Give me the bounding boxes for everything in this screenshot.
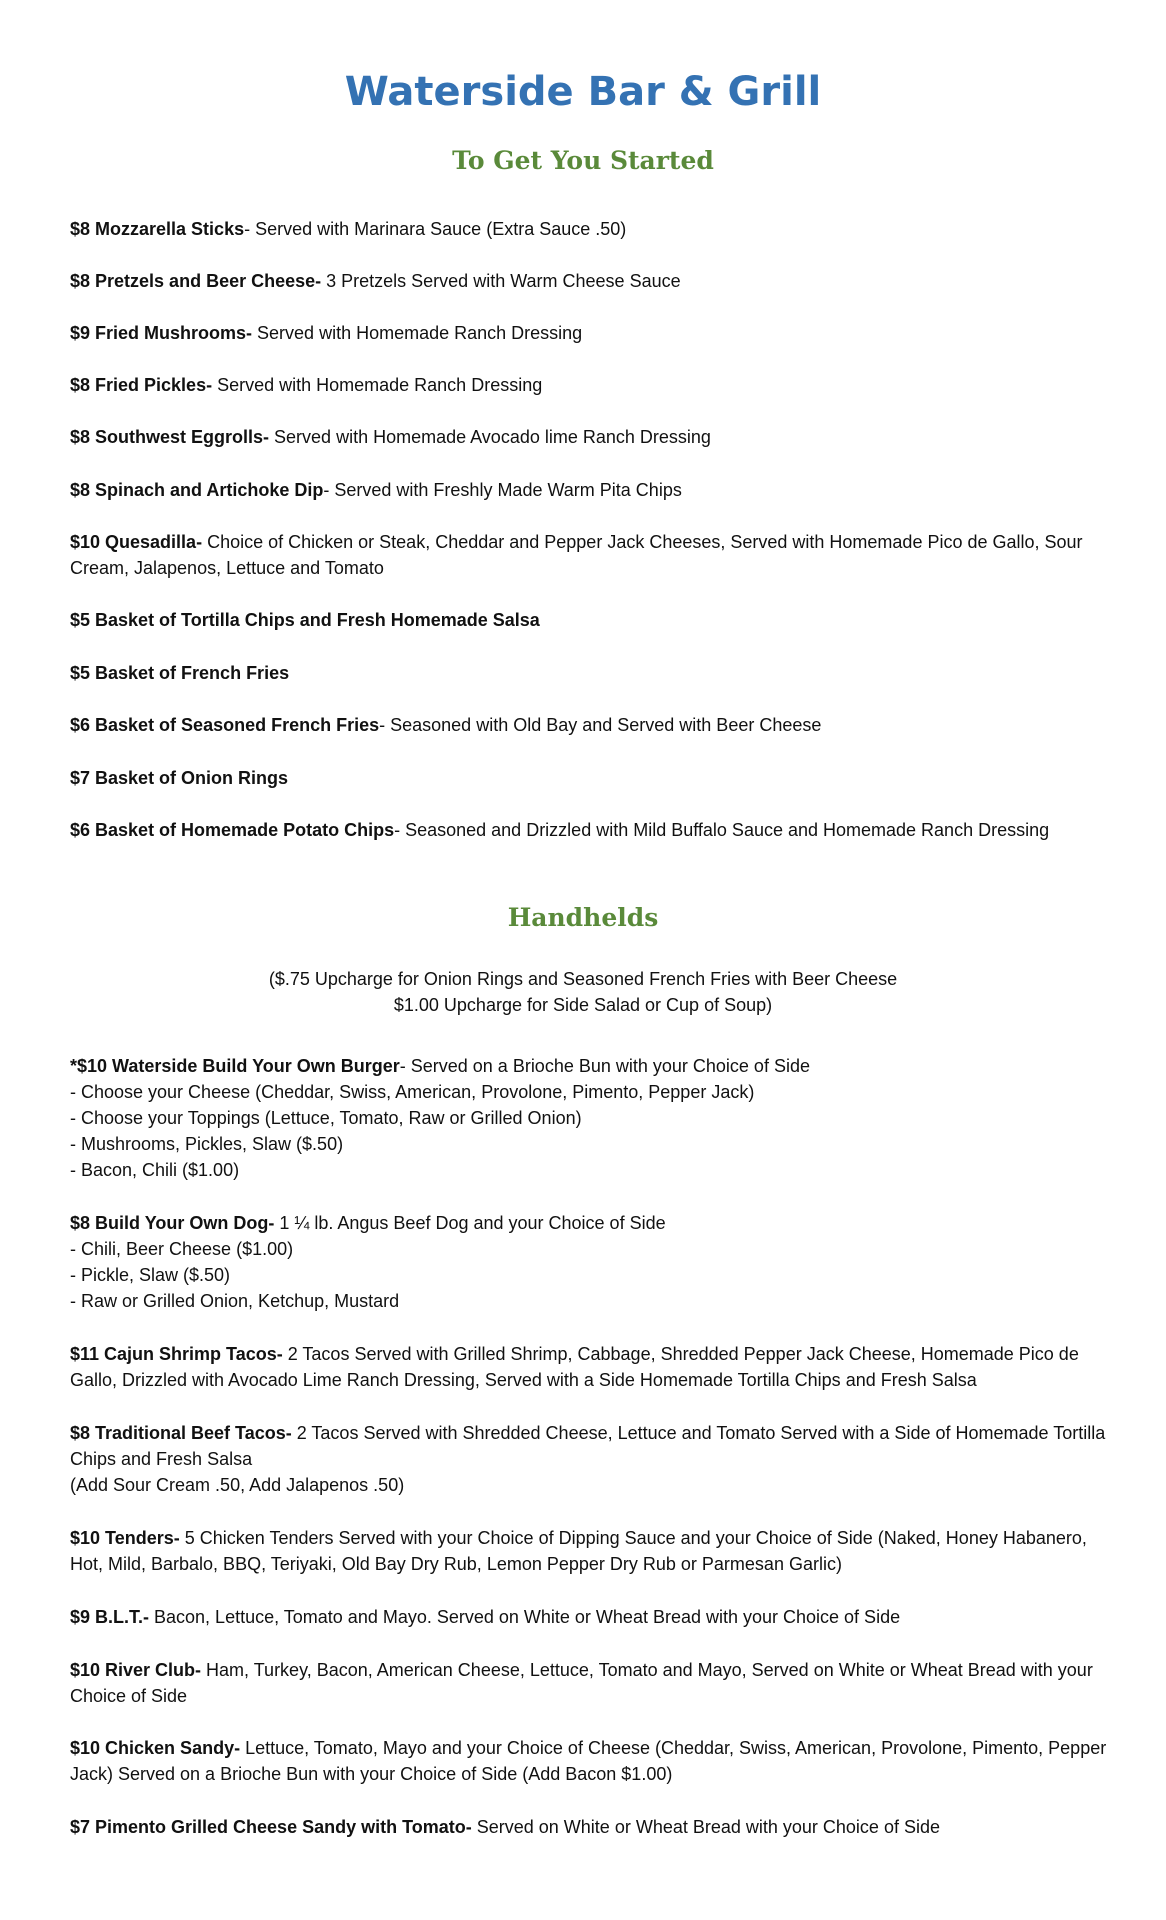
item-name: $10 Quesadilla- bbox=[70, 532, 203, 552]
item-option: - Raw or Grilled Onion, Ketchup, Mustard bbox=[70, 1291, 400, 1311]
item-name: $9 B.L.T.- bbox=[70, 1607, 150, 1627]
upcharge-note bbox=[0, 966, 1166, 1018]
item-name: $7 Pimento Grilled Cheese Sandy with Tomato- bbox=[70, 1817, 472, 1837]
menu-item bbox=[70, 660, 1110, 686]
menu-item bbox=[70, 1814, 1110, 1840]
item-option: - Bacon, Chili ($1.00) bbox=[70, 1160, 240, 1180]
item-name: *$10 Waterside Build Your Own Burger bbox=[70, 1056, 400, 1076]
menu-item bbox=[70, 607, 1110, 633]
menu-item bbox=[70, 712, 1110, 738]
item-name: $6 Basket of Homemade Potato Chips bbox=[70, 820, 395, 840]
item-description: Ham, Turkey, Bacon, American Cheese, Lettuce, Tomato and Mayo, Served on White or Wheat Bread with your Choice of Side bbox=[70, 1660, 1093, 1706]
item-option: - Mushrooms, Pickles, Slaw ($.50) bbox=[70, 1134, 344, 1154]
menu-item bbox=[70, 817, 1110, 843]
menu-item bbox=[70, 477, 1110, 503]
item-name: $9 Fried Mushrooms- bbox=[70, 323, 253, 343]
menu-item bbox=[70, 1053, 1110, 1183]
item-description: Served with Homemade Ranch Dressing bbox=[212, 375, 543, 395]
menu-item bbox=[70, 1657, 1110, 1709]
item-name: $10 Tenders- bbox=[70, 1528, 180, 1548]
item-description: 1 ¼ lb. Angus Beef Dog and your Choice of Side bbox=[274, 1213, 666, 1233]
item-description: - Served with Marinara Sauce (Extra Sauce .50) bbox=[244, 219, 627, 239]
item-name: $8 Traditional Beef Tacos- bbox=[70, 1423, 292, 1443]
item-description: - Served on a Brioche Bun with your Choice of Side bbox=[399, 1056, 810, 1076]
menu-item bbox=[70, 1604, 1110, 1630]
item-name: $10 Chicken Sandy- bbox=[70, 1738, 241, 1758]
item-description: 2 Tacos Served with Shredded Cheese, Lettuce and Tomato Served with a Side of Homemade Tortilla Chips and Fresh Salsa bbox=[70, 1423, 1106, 1469]
handhelds-heading: Handhelds bbox=[507, 903, 659, 932]
item-name: $8 Fried Pickles- bbox=[70, 375, 213, 395]
item-option: - Chili, Beer Cheese ($1.00) bbox=[70, 1239, 294, 1259]
menu-item bbox=[70, 320, 1110, 346]
menu-item bbox=[70, 1420, 1110, 1498]
menu-item bbox=[70, 372, 1110, 398]
item-description: 5 Chicken Tenders Served with your Choice of Dipping Sauce and your Choice of Side (Naked, Honey Habanero, Hot, Mild, Barbalo, BBQ, Teriyaki, Old Bay Dry Rub, Lemon Pepper Dry Rub or Parmesan Garlic) bbox=[70, 1528, 1087, 1574]
item-name: $5 Basket of French Fries bbox=[70, 663, 290, 683]
item-option: - Choose your Cheese (Cheddar, Swiss, American, Provolone, Pimento, Pepper Jack) bbox=[70, 1082, 755, 1102]
menu-item bbox=[70, 765, 1110, 791]
item-description: 3 Pretzels Served with Warm Cheese Sauce bbox=[321, 271, 681, 291]
item-name: $8 Mozzarella Sticks bbox=[70, 219, 245, 239]
menu-item bbox=[70, 529, 1110, 581]
item-name: $8 Spinach and Artichoke Dip bbox=[70, 480, 324, 500]
menu-item bbox=[70, 1525, 1110, 1577]
item-name: $5 Basket of Tortilla Chips and Fresh Homemade Salsa bbox=[70, 610, 540, 630]
item-name: $8 Southwest Eggrolls- bbox=[70, 427, 270, 447]
upcharge-line: ($.75 Upcharge for Onion Rings and Seasoned French Fries with Beer Cheese bbox=[268, 969, 898, 989]
menu-item bbox=[70, 216, 1110, 242]
item-name: $7 Basket of Onion Rings bbox=[70, 768, 289, 788]
starters-heading: To Get You Started bbox=[452, 146, 714, 175]
item-option: - Pickle, Slaw ($.50) bbox=[70, 1265, 231, 1285]
menu-item bbox=[70, 424, 1110, 450]
item-description: Served with Homemade Ranch Dressing bbox=[252, 323, 583, 343]
item-description: Served on White or Wheat Bread with your Choice of Side bbox=[471, 1817, 940, 1837]
item-description: 2 Tacos Served with Grilled Shrimp, Cabbage, Shredded Pepper Jack Cheese, Homemade Pico de Gallo, Drizzled with Avocado Lime Ranch Dressing, Served with a Side Homemade Tortilla Chips and Fresh Salsa bbox=[70, 1344, 1079, 1390]
item-description: Lettuce, Tomato, Mayo and your Choice of Cheese (Cheddar, Swiss, American, Provolone, Pimento, Pepper Jack) Served on a Brioche Bun with your Choice of Side (Add Bacon $1.00) bbox=[70, 1738, 1107, 1784]
menu-item bbox=[70, 268, 1110, 294]
item-name: $6 Basket of Seasoned French Fries bbox=[70, 715, 380, 735]
item-name: $11 Cajun Shrimp Tacos- bbox=[70, 1344, 283, 1364]
item-name: $8 Pretzels and Beer Cheese- bbox=[70, 271, 322, 291]
item-option: - Choose your Toppings (Lettuce, Tomato, Raw or Grilled Onion) bbox=[70, 1108, 582, 1128]
item-name: $10 River Club- bbox=[70, 1660, 202, 1680]
item-name: $8 Build Your Own Dog- bbox=[70, 1213, 275, 1233]
item-description: - Seasoned with Old Bay and Served with Beer Cheese bbox=[379, 715, 822, 735]
menu-item bbox=[70, 1735, 1110, 1787]
menu-item bbox=[70, 1341, 1110, 1393]
item-description: - Seasoned and Drizzled with Mild Buffalo Sauce and Homemade Ranch Dressing bbox=[394, 820, 1050, 840]
upcharge-line: $1.00 Upcharge for Side Salad or Cup of Soup) bbox=[393, 995, 773, 1015]
item-description: Bacon, Lettuce, Tomato and Mayo. Served on White or Wheat Bread with your Choice of Side bbox=[149, 1607, 901, 1627]
item-description: Served with Homemade Avocado lime Ranch Dressing bbox=[269, 427, 711, 447]
item-description: Choice of Chicken or Steak, Cheddar and Pepper Jack Cheeses, Served with Homemade Pico de Gallo, Sour Cream, Jalapenos, Lettuce and Tomato bbox=[70, 532, 1083, 578]
menu-item bbox=[70, 1210, 1110, 1314]
item-description: - Served with Freshly Made Warm Pita Chips bbox=[323, 480, 682, 500]
restaurant-title: Waterside Bar & Grill bbox=[344, 69, 822, 115]
item-option: (Add Sour Cream .50, Add Jalapenos .50) bbox=[70, 1475, 405, 1495]
